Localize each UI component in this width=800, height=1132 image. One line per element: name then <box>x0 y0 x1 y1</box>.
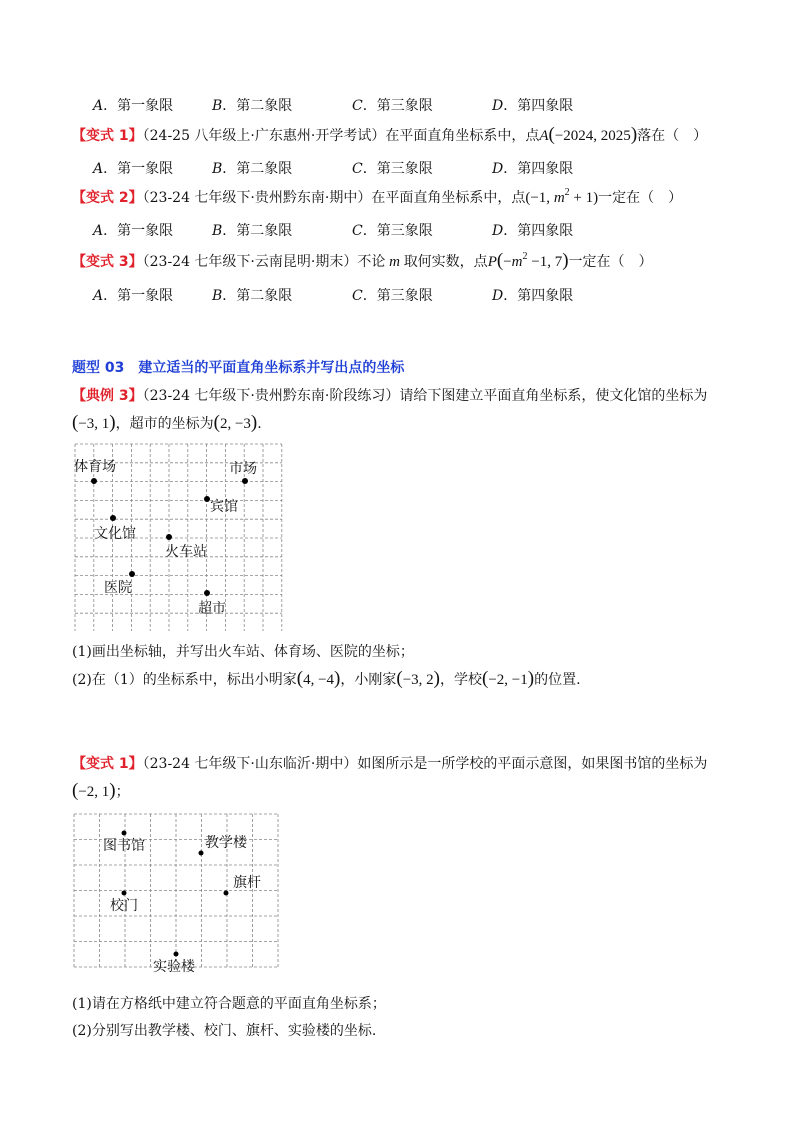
section-heading: 题型 03 建立适当的平面直角坐标系并写出点的坐标 <box>72 360 405 376</box>
option-b: B．第二象限 <box>212 161 293 177</box>
dot-school-gate <box>122 891 127 896</box>
dot-lab-building <box>174 952 179 957</box>
variant-1b-question-2: (2)分别写出教学楼、校门、旗杆、实验楼的坐标. <box>72 1023 377 1039</box>
option-a: A．第一象限 <box>93 223 174 239</box>
example-3-question-2: (2)在（1）的坐标系中，标出小明家(4, −4)，小刚家(−3, 2)，学校(−2, −1)的位置. <box>72 668 581 689</box>
option-a: A．第一象限 <box>93 161 174 177</box>
variant-2-line: 【变式 2】（23-24 七年级下·贵州黔东南·期中）在平面直角坐标系中，点(−1, $m^2 + 1$)一定在（ ） <box>72 187 683 206</box>
example-3-line: 【典例 3】（23-24 七年级下·贵州黔东南·阶段练习）请给下图建立平面直角坐标系，使文化馆的坐标为 <box>72 388 708 404</box>
variant-1b-line-2: (−2, 1)； <box>72 780 130 801</box>
option-b: B．第二象限 <box>212 98 293 114</box>
label-station: 火车站 <box>165 544 207 560</box>
option-c: C．第三象限 <box>352 223 433 239</box>
dot-market <box>242 478 248 484</box>
label-library: 图书馆 <box>103 838 145 854</box>
label-school-gate: 校门 <box>110 898 138 914</box>
variant-1b-line: 【变式 1】（23-24 七年级下·山东临沂·期中）如图所示是一所学校的平面示意图，如果图书馆的坐标为 <box>72 756 708 772</box>
dot-stadium <box>91 478 97 484</box>
label-hospital: 医院 <box>104 580 132 596</box>
example-3-line-2: (−3, 1)，超市的坐标为(2, −3). <box>72 412 262 433</box>
variant-1-line: 【变式 1】（24-25 八年级上·广东惠州·开学考试）在平面直角坐标系中，点A(−2024, 2025)落在（ ） <box>72 124 708 145</box>
label-stadium: 体育场 <box>74 459 116 475</box>
map-grid-2 <box>73 813 281 978</box>
label-hotel: 宾馆 <box>210 499 238 515</box>
label-flagpole: 旗杆 <box>233 875 261 891</box>
option-d: D．第四象限 <box>492 223 574 239</box>
option-b: B．第二象限 <box>212 223 293 239</box>
dot-library <box>122 831 127 836</box>
label-culture-center: 文化馆 <box>94 526 136 542</box>
dot-station <box>166 534 172 540</box>
label-market: 市场 <box>229 461 257 477</box>
point-a-expr: A(−2024, 2025) <box>539 124 638 145</box>
label-supermarket: 超市 <box>198 601 226 617</box>
label-lab-building: 实验楼 <box>153 959 195 975</box>
option-c: C．第三象限 <box>352 161 433 177</box>
option-a: A．第一象限 <box>93 288 174 304</box>
point-expr: (−1, $m^2 + 1$) <box>525 187 599 206</box>
example-3-question-1: (1)画出坐标轴，并写出火车站、体育场、医院的坐标； <box>72 644 414 660</box>
label-teaching-building: 教学楼 <box>205 835 247 851</box>
option-d: D．第四象限 <box>492 288 574 304</box>
variant-1b-question-1: (1)请在方格纸中建立符合题意的平面直角坐标系； <box>72 996 386 1012</box>
dot-culture-center <box>110 515 116 521</box>
option-d: D．第四象限 <box>492 161 574 177</box>
dot-hospital <box>129 571 135 577</box>
variant-tag: 【变式 1】 <box>72 128 143 144</box>
dot-teaching-building <box>199 851 204 856</box>
map-grid-1 <box>74 443 284 631</box>
point-p-expr: $P(-m^2 -1$, 7) <box>487 250 569 271</box>
dot-flagpole <box>224 891 229 896</box>
option-c: C．第三象限 <box>352 288 433 304</box>
dot-supermarket <box>204 590 210 596</box>
option-c: C．第三象限 <box>352 98 433 114</box>
variant-3-line: 【变式 3】（23-24 七年级下·云南昆明·期末）不论 m 取何实数，点$P(-m^2 -1$, 7)一定在（ ） <box>72 250 653 271</box>
option-a: A．第一象限 <box>93 98 174 114</box>
option-b: B．第二象限 <box>212 288 293 304</box>
option-d: D．第四象限 <box>492 98 574 114</box>
